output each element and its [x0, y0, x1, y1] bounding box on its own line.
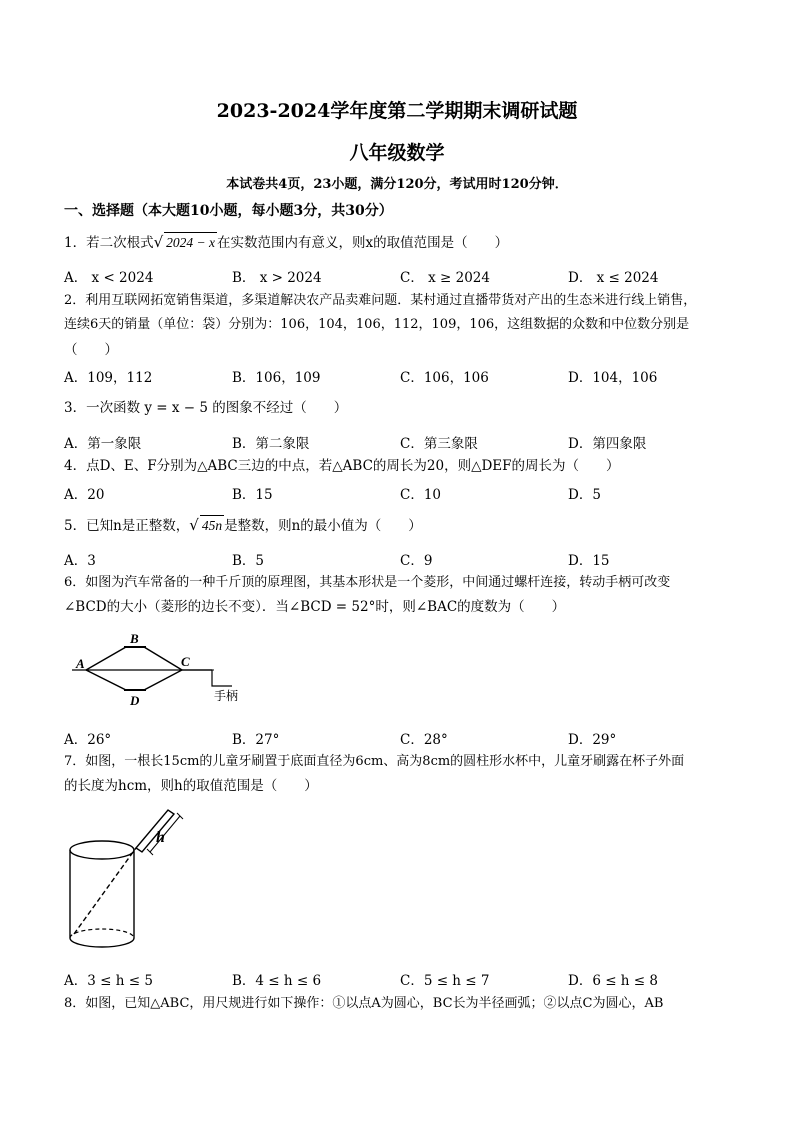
q7-line-2: 的长度为hcm，则h的取值范围是（ ）: [64, 778, 318, 794]
label-a: A: [76, 656, 85, 671]
q5-pre: 5．已知n是正整数，: [64, 518, 190, 534]
q2-line-3: （ ）: [64, 342, 118, 358]
cup-bottom-front: [70, 938, 134, 947]
q7-option-b[interactable]: B．4 ≤ h ≤ 6: [232, 973, 322, 989]
q3-option-a[interactable]: A．第一象限: [64, 436, 142, 452]
q2-line-1: 2．利用互联网拓宽销售渠道，多渠道解决农产品卖难问题．某村通过直播带货对产出的生态米进行线上销售，: [64, 293, 697, 308]
q5-radicand: 45n: [200, 515, 224, 536]
jack-rhombus-figure: [64, 628, 254, 710]
q1-option-a[interactable]: A． x < 2024: [64, 270, 154, 286]
q7-option-c[interactable]: C．5 ≤ h ≤ 7: [400, 973, 490, 989]
cup-bottom-back: [70, 929, 134, 938]
q6-option-d[interactable]: D．29°: [568, 732, 617, 748]
q5-post: 是整数，则n的最小值为（ ）: [224, 518, 422, 534]
q4-option-a[interactable]: A．20: [64, 487, 105, 503]
q1-option-b[interactable]: B． x > 2024: [232, 270, 322, 286]
label-handle: 手柄: [214, 689, 239, 703]
question-3: 3．一次函数 y = x − 5 的图象不经过（ ）: [64, 400, 348, 416]
q5-option-b[interactable]: B．5: [232, 553, 265, 569]
q7-line-1: 7．如图，一根长15cm的儿童牙刷置于底面直径为6cm、高为8cm的圆柱形水杯中，儿童牙刷露在杯子外面: [64, 754, 685, 769]
q4-option-d[interactable]: D．5: [568, 487, 601, 503]
q7-option-d[interactable]: D．6 ≤ h ≤ 8: [568, 973, 658, 989]
label-h: h: [156, 829, 165, 846]
q7-option-a[interactable]: A．3 ≤ h ≤ 5: [64, 973, 153, 989]
section-title: 一、选择题（本大题10小题，每小题3分，共30分）: [64, 203, 393, 219]
q5-option-c[interactable]: C．9: [400, 553, 433, 569]
q3-option-c[interactable]: C．第三象限: [400, 436, 478, 452]
q4-option-c[interactable]: C．10: [400, 487, 442, 503]
q1-pre: 1．若二次根式: [64, 235, 154, 251]
label-d: D: [130, 693, 140, 708]
q1-radicand: 2024 − x: [164, 232, 217, 253]
toothbrush-inside: [74, 848, 136, 934]
cup-top-ellipse: [70, 841, 134, 859]
rhombus-shape: [86, 647, 182, 690]
q3-option-b[interactable]: B．第二象限: [232, 436, 310, 452]
question-4: 4．点D、E、F分别为△ABC三边的中点，若△ABC的周长为20，则△DEF的周长为（ ）: [64, 458, 620, 474]
q4-option-b[interactable]: B．15: [232, 487, 273, 503]
exam-subtitle: 八年级数学: [349, 142, 445, 164]
q3-option-d[interactable]: D．第四象限: [568, 436, 647, 452]
question-5: [64, 515, 422, 536]
label-b: B: [130, 631, 139, 646]
sqrt-sign: √: [189, 516, 199, 534]
q6-option-a[interactable]: A．26°: [64, 732, 112, 748]
q1-post: 在实数范围内有意义，则x的取值范围是（ ）: [217, 235, 509, 251]
q5-option-a[interactable]: A．3: [64, 553, 96, 569]
q8-line-1: 8．如图，已知△ABC，用尺规进行如下操作：①以点A为圆心，BC长为半径画弧；②以点C为圆心，AB: [64, 996, 664, 1011]
q1-option-d[interactable]: D． x ≤ 2024: [568, 270, 659, 286]
q2-option-a[interactable]: A．109，112: [64, 370, 153, 386]
q6-line-2: ∠BCD的大小（菱形的边长不变）．当∠BCD = 52°时，则∠BAC的度数为（ ）: [64, 599, 566, 615]
exam-title: 2023-2024学年度第二学期期末调研试题: [216, 100, 578, 122]
question-1: [64, 232, 508, 253]
exam-note: 本试卷共4页，23小题，满分120分，考试用时120分钟．: [226, 177, 568, 192]
cup-toothbrush-figure: [64, 806, 194, 956]
sqrt-sign: √: [153, 233, 164, 251]
q6-line-1: 6．如图为汽车常备的一种千斤顶的原理图，其基本形状是一个菱形，中间通过螺杆连接，转动手柄可改变: [64, 575, 671, 590]
q2-line-2: 连续6天的销量（单位：袋）分别为：106，104，106，112，109，106，这组数据的众数和中位数分别是: [64, 317, 690, 332]
q2-option-c[interactable]: C．106，106: [400, 370, 489, 386]
q6-option-c[interactable]: C．28°: [400, 732, 448, 748]
label-c: C: [181, 654, 190, 669]
handle-line: [182, 670, 232, 686]
q5-option-d[interactable]: D．15: [568, 553, 610, 569]
q1-option-c[interactable]: C． x ≥ 2024: [400, 270, 490, 286]
q6-option-b[interactable]: B．27°: [232, 732, 280, 748]
q2-option-d[interactable]: D．104，106: [568, 370, 658, 386]
q2-option-b[interactable]: B．106，109: [232, 370, 321, 386]
